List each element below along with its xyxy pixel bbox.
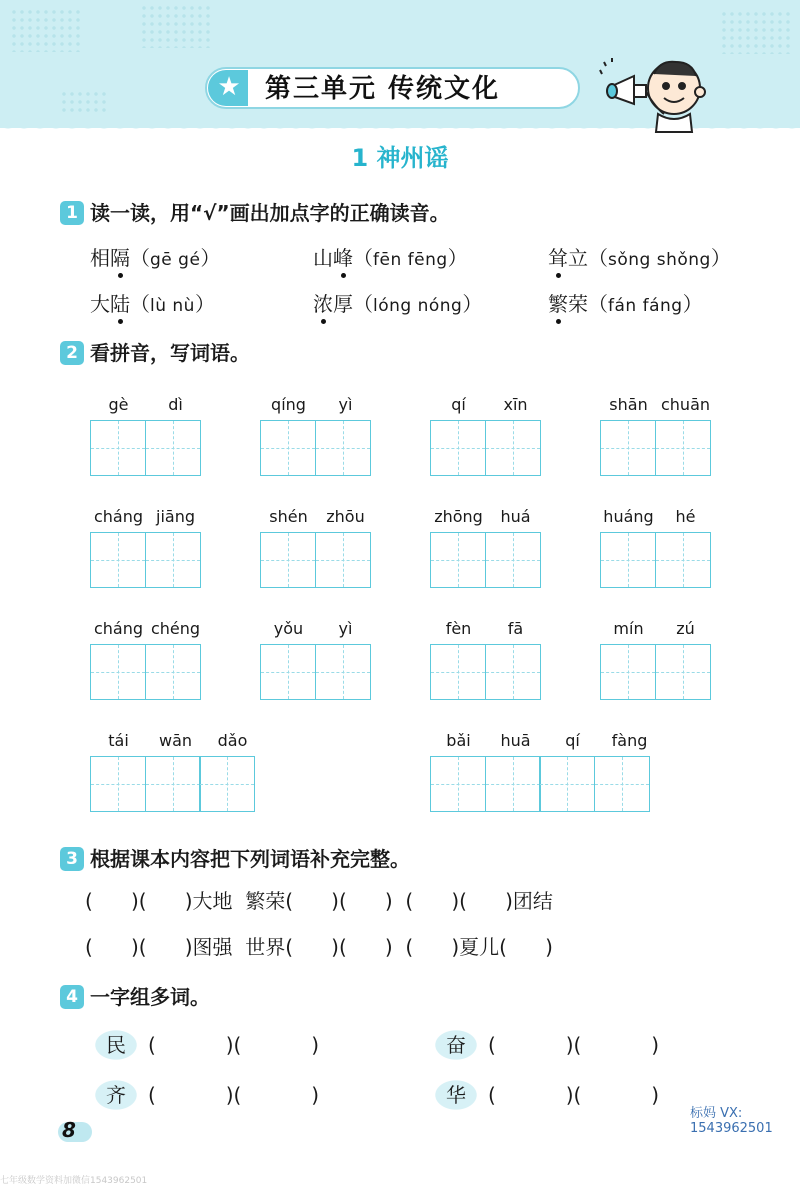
writing-cell[interactable]	[655, 420, 711, 476]
dotted-character: 陆	[110, 289, 130, 319]
pinyin-syllable: yì	[338, 619, 353, 638]
fill-in-line-2[interactable]: ( )( )图强 世界( )( ) ( )夏儿( )	[85, 935, 553, 959]
pinyin-syllable: qí	[451, 395, 466, 414]
pinyin-syllable: gè	[108, 395, 129, 414]
pinyin-syllable: fèn	[445, 619, 472, 638]
pinyin-syllable: hé	[675, 507, 696, 526]
decorative-dots	[60, 90, 110, 114]
pinyin-syllable: jiāng	[156, 507, 195, 526]
pinyin-syllable: zú	[676, 619, 695, 638]
writing-grid	[600, 644, 709, 700]
pinyin-row	[430, 618, 544, 640]
writing-grid	[260, 420, 369, 476]
writing-cell[interactable]	[90, 756, 146, 812]
pronunciation-item: 相隔（gē gé）	[90, 243, 220, 273]
writing-cell[interactable]	[260, 532, 316, 588]
fill-in-line-1[interactable]: ( )( )大地 繁荣( )( ) ( )( )团结	[85, 889, 553, 913]
decorative-dots	[140, 4, 210, 48]
question-number-badge: 1	[60, 201, 84, 225]
pinyin-syllable: yì	[338, 395, 353, 414]
character-badge: 民	[92, 1028, 140, 1062]
writing-cell[interactable]	[90, 420, 146, 476]
pinyin-syllable: zhōng	[434, 507, 483, 526]
pinyin-syllable: cháng	[93, 507, 144, 526]
question-1-title: 读一读，用“√”画出加点字的正确读音。	[90, 201, 450, 225]
dotted-character: 浓	[313, 289, 333, 319]
pinyin-options[interactable]: fán fáng	[608, 296, 683, 316]
writing-cell[interactable]	[260, 420, 316, 476]
pinyin-syllable: huáng	[603, 507, 654, 526]
question-number-badge: 3	[60, 847, 84, 871]
pinyin-row	[600, 394, 714, 416]
pinyin-row	[600, 506, 714, 528]
writing-grid	[430, 644, 539, 700]
pinyin-word-group	[260, 618, 374, 702]
pinyin-word-group	[430, 394, 544, 478]
pinyin-syllable: wān	[158, 731, 193, 750]
writing-cell[interactable]	[594, 756, 650, 812]
writing-cell[interactable]	[485, 756, 541, 812]
watermark-line-1: 标妈 VX:	[690, 1106, 743, 1121]
pronunciation-item: 浓厚（lóng nóng）	[313, 289, 482, 319]
pinyin-word-group	[90, 506, 204, 590]
pinyin-syllable: cháng	[93, 619, 144, 638]
question-1-heading	[60, 198, 660, 228]
pronunciation-item: 山峰（fēn fēng）	[313, 243, 468, 273]
writing-cell[interactable]	[655, 644, 711, 700]
question-2-heading	[60, 338, 460, 368]
character-badge: 奋	[432, 1028, 480, 1062]
writing-cell[interactable]	[655, 532, 711, 588]
answer-blanks[interactable]: ( )( )	[148, 1083, 320, 1107]
word-building-row	[432, 1078, 732, 1118]
pinyin-syllable: chéng	[150, 619, 201, 638]
watermark	[690, 1106, 800, 1140]
pinyin-word-group	[430, 730, 658, 814]
unit-title: 第三单元 传统文化	[265, 74, 501, 104]
writing-cell[interactable]	[430, 756, 486, 812]
pinyin-word-group	[430, 506, 544, 590]
writing-cell[interactable]	[145, 644, 201, 700]
pinyin-word-group	[90, 618, 204, 702]
character-badge: 华	[432, 1078, 480, 1112]
writing-grid	[600, 420, 709, 476]
pinyin-syllable: dǎo	[217, 731, 248, 750]
question-3-heading	[60, 844, 660, 874]
decorative-dots	[720, 10, 790, 54]
writing-grid	[430, 756, 648, 812]
writing-grid	[600, 532, 709, 588]
pinyin-word-group	[260, 506, 374, 590]
pinyin-options[interactable]: fēn fēng	[373, 250, 448, 270]
answer-blanks[interactable]: ( )( )	[148, 1033, 320, 1057]
page-number: 8	[62, 1118, 76, 1142]
word-building-row	[432, 1028, 732, 1068]
lesson-title: 1 神州谣	[351, 144, 449, 172]
pinyin-syllable: mín	[613, 619, 644, 638]
pronunciation-item: 耸立（sǒng shǒng）	[548, 243, 731, 273]
pinyin-syllable: tái	[108, 731, 129, 750]
writing-grid	[90, 420, 199, 476]
writing-cell[interactable]	[600, 532, 656, 588]
writing-cell[interactable]	[539, 756, 595, 812]
pinyin-row	[90, 506, 204, 528]
pinyin-word-group	[600, 618, 714, 702]
pinyin-row	[430, 394, 544, 416]
pinyin-options[interactable]: sǒng shǒng	[608, 250, 711, 270]
pinyin-syllable: bǎi	[446, 731, 471, 750]
writing-cell[interactable]	[315, 420, 371, 476]
pinyin-syllable: chuān	[660, 395, 711, 414]
question-number-badge: 2	[60, 341, 84, 365]
pinyin-options[interactable]: gē gé	[150, 250, 201, 270]
question-3-title: 根据课本内容把下列词语补充完整。	[90, 847, 410, 871]
dotted-character: 繁	[548, 289, 568, 319]
pinyin-row	[260, 394, 374, 416]
pinyin-word-group	[600, 506, 714, 590]
pinyin-options[interactable]: lù nù	[150, 296, 195, 316]
star-icon: ★	[217, 72, 241, 102]
pinyin-syllable: fàng	[611, 731, 648, 750]
pinyin-word-group	[90, 394, 204, 478]
writing-cell[interactable]	[430, 420, 486, 476]
pinyin-row	[260, 618, 374, 640]
writing-cell[interactable]	[485, 532, 541, 588]
dotted-character: 峰	[333, 243, 353, 273]
pronunciation-item: 繁荣（fán fáng）	[548, 289, 703, 319]
pinyin-syllable: dì	[168, 395, 183, 414]
writing-cell[interactable]	[199, 756, 255, 812]
writing-cell[interactable]	[145, 756, 201, 812]
pinyin-syllable: qíng	[271, 395, 306, 414]
pinyin-row	[600, 618, 714, 640]
word-building-row	[92, 1078, 392, 1118]
writing-cell[interactable]	[600, 420, 656, 476]
pinyin-syllable: huā	[500, 731, 531, 750]
pinyin-syllable: yǒu	[273, 619, 304, 638]
pinyin-row	[260, 506, 374, 528]
writing-cell[interactable]	[145, 420, 201, 476]
writing-grid	[260, 532, 369, 588]
pinyin-row	[430, 506, 544, 528]
question-4-heading	[60, 982, 360, 1012]
pinyin-row	[90, 394, 204, 416]
pinyin-row	[90, 730, 261, 752]
pinyin-syllable: shén	[269, 507, 308, 526]
writing-cell[interactable]	[315, 644, 371, 700]
writing-cell[interactable]	[260, 644, 316, 700]
pinyin-syllable: zhōu	[326, 507, 365, 526]
pronunciation-item: 大陆（lù nù）	[90, 289, 215, 319]
writing-grid	[430, 420, 539, 476]
writing-cell[interactable]	[145, 532, 201, 588]
writing-cell[interactable]	[90, 532, 146, 588]
answer-blanks[interactable]: ( )( )	[488, 1083, 660, 1107]
pinyin-syllable: huá	[500, 507, 531, 526]
writing-cell[interactable]	[485, 644, 541, 700]
writing-grid	[90, 756, 254, 812]
pinyin-row	[90, 618, 204, 640]
writing-grid	[90, 532, 199, 588]
pinyin-syllable: xīn	[503, 395, 528, 414]
pinyin-word-group	[90, 730, 261, 814]
pinyin-syllable: shān	[609, 395, 648, 414]
writing-grid	[90, 644, 199, 700]
writing-cell[interactable]	[600, 644, 656, 700]
pinyin-word-group	[430, 618, 544, 702]
answer-blanks[interactable]: ( )( )	[488, 1033, 660, 1057]
writing-cell[interactable]	[430, 532, 486, 588]
word-building-row	[92, 1028, 392, 1068]
pinyin-row	[430, 730, 658, 752]
pinyin-syllable: qí	[565, 731, 580, 750]
writing-grid	[430, 532, 539, 588]
watermark-line-2: 1543962501	[690, 1121, 773, 1136]
pinyin-syllable: fā	[507, 619, 524, 638]
decorative-dots	[10, 8, 80, 52]
writing-cell[interactable]	[430, 644, 486, 700]
pinyin-word-group	[260, 394, 374, 478]
character-badge: 齐	[92, 1078, 140, 1112]
pinyin-word-group	[600, 394, 714, 478]
question-number-badge: 4	[60, 985, 84, 1009]
footer-faint-text: 七年级数学资料加微信1543962501	[0, 1176, 148, 1186]
question-4-title: 一字组多词。	[90, 985, 210, 1009]
writing-grid	[260, 644, 369, 700]
dotted-character: 隔	[110, 243, 130, 273]
question-2-title: 看拼音，写词语。	[90, 341, 250, 365]
dotted-character: 耸	[548, 243, 568, 273]
writing-cell[interactable]	[90, 644, 146, 700]
writing-cell[interactable]	[315, 532, 371, 588]
pinyin-options[interactable]: lóng nóng	[373, 296, 463, 316]
megaphone-boy-icon	[598, 52, 706, 134]
writing-cell[interactable]	[485, 420, 541, 476]
